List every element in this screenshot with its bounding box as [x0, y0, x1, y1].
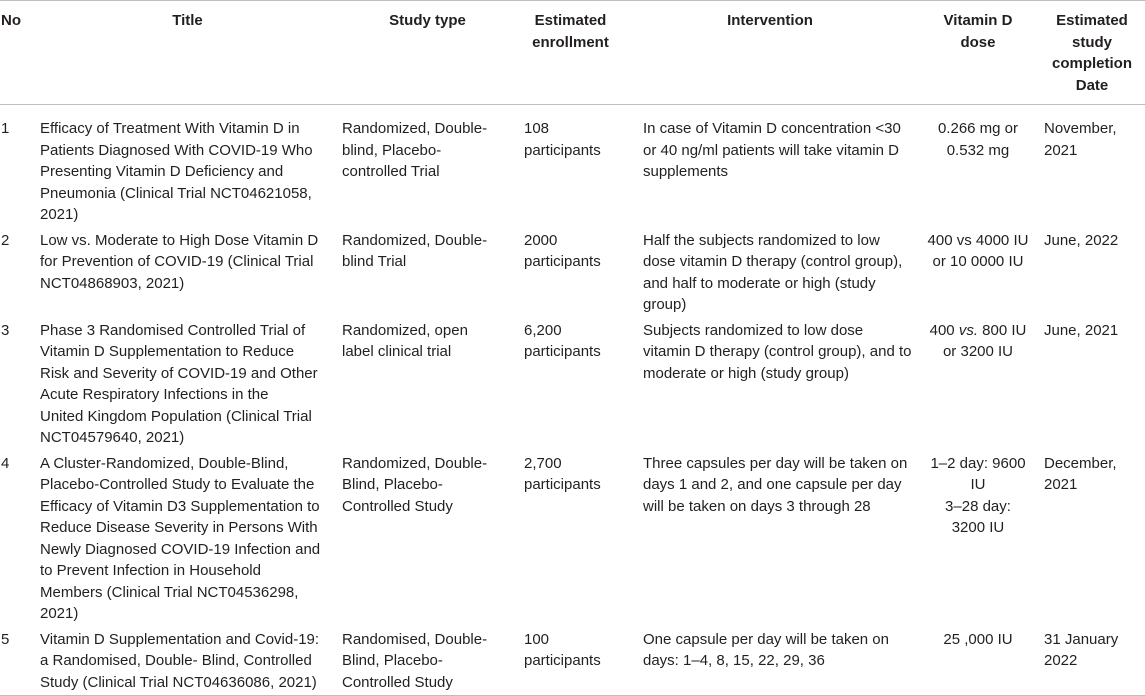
- cell-study-type: Randomized, Double- blind Trial: [342, 231, 488, 270]
- cell-title: Low vs. Moderate to High Dose Vitamin D for Prevention of COVID-19 (Clinical Trial NCT04868903, 2021): [40, 231, 319, 292]
- cell-study-type: Randomized, Double- Blind, Placebo- Controlled Study: [342, 454, 488, 515]
- cell-title: Efficacy of Treatment With Vitamin D in Patients Diagnosed With COVID-19 Who Presenting Vitamin D Deficiency and Pneumonia (Clinical Trial NCT04621058, 2021): [40, 120, 313, 223]
- cell-title: A Cluster-Randomized, Double-Blind, Placebo-Controlled Study to Evaluate the Efficacy of Vitamin D3 Supplementation to Reduce Disease Severity in Persons With Newly Diagnosed COVID-19 Infection and to Prevent Infection in Household Members (Clinical Trial NCT04536298, 2021): [40, 454, 321, 622]
- cell-dose: 400 vs. 800 IU or 3200 IU: [929, 321, 1027, 360]
- table-row: [0, 105, 1145, 226]
- header-dose: Vitamin D dose: [917, 1, 1039, 105]
- cell-no: 4: [1, 454, 10, 472]
- cell-title: Vitamin D Supplementation and Covid-19: a Randomised, Double- Blind, Controlled Study (Clinical Trial NCT04636086, 2021): [38, 625, 337, 696]
- cell-no: 2: [1, 231, 10, 249]
- cell-intervention: One capsule per day will be taken on days: 1–4, 8, 15, 22, 29, 36: [623, 625, 917, 696]
- cell-dose: 1–2 day: 9600 IU 3–28 day: 3200 IU: [930, 454, 1026, 536]
- cell-intervention: In case of Vitamin D concentration <30 or 40 ng/ml patients will take vitamin D supplements: [643, 120, 901, 180]
- cell-dose: 400 vs 4000 IU or 10 0000 IU: [927, 231, 1029, 270]
- header-intervention: Intervention: [623, 1, 917, 105]
- cell-completion: December, 2021: [1044, 454, 1117, 493]
- cell-intervention: Half the subjects randomized to low dose vitamin D therapy (control group), and half to moderate or high (study group): [643, 231, 903, 313]
- table-row: [0, 226, 1145, 316]
- header-enrollment: Estimated enrollment: [518, 1, 623, 105]
- cell-no: 1: [1, 120, 10, 137]
- cell-completion: 31 January 2022: [1039, 625, 1145, 696]
- cell-study-type: Randomized, Double- blind, Placebo- controlled Trial: [342, 120, 488, 180]
- cell-completion: June, 2021: [1044, 321, 1119, 339]
- cell-enrollment: 2,700 participants: [524, 454, 601, 493]
- header-title: Title: [38, 1, 337, 105]
- cell-completion: November, 2021: [1044, 120, 1117, 159]
- cell-completion: June, 2022: [1044, 231, 1119, 249]
- cell-enrollment: 2000 participants: [524, 231, 601, 270]
- table-row: [0, 449, 1145, 625]
- cell-enrollment: 100 participants: [518, 625, 623, 696]
- cell-study-type: Randomised, Double- Blind, Placebo- Controlled Study: [337, 625, 518, 696]
- table-row: [0, 625, 1145, 696]
- header-study-type: Study type: [337, 1, 518, 105]
- cell-no: 3: [1, 321, 10, 339]
- cell-dose: 25 ,000 IU: [917, 625, 1039, 696]
- cell-intervention: Three capsules per day will be taken on days 1 and 2, and one capsule per day will be taken on days 3 through 28: [643, 454, 908, 515]
- cell-no: 5: [0, 625, 38, 696]
- header-no: No: [0, 1, 38, 105]
- cell-enrollment: 108 participants: [524, 120, 601, 159]
- header-completion: Estimated study completion Date: [1039, 1, 1145, 105]
- cell-enrollment: 6,200 participants: [524, 321, 601, 360]
- cell-study-type: Randomized, open label clinical trial: [342, 321, 468, 360]
- cell-title: Phase 3 Randomised Controlled Trial of Vitamin D Supplementation to Reduce Risk and Severity of COVID-19 and Other Acute Respiratory Infections in the United Kingdom Population (Clinical Trial NCT04579640, 2021): [40, 321, 318, 446]
- table-row: [0, 316, 1145, 449]
- cell-dose: 0.266 mg or 0.532 mg: [937, 120, 1019, 159]
- header-row: [0, 1, 1145, 105]
- cell-intervention: Subjects randomized to low dose vitamin D therapy (control group), and to moderate or high (study group): [643, 321, 912, 382]
